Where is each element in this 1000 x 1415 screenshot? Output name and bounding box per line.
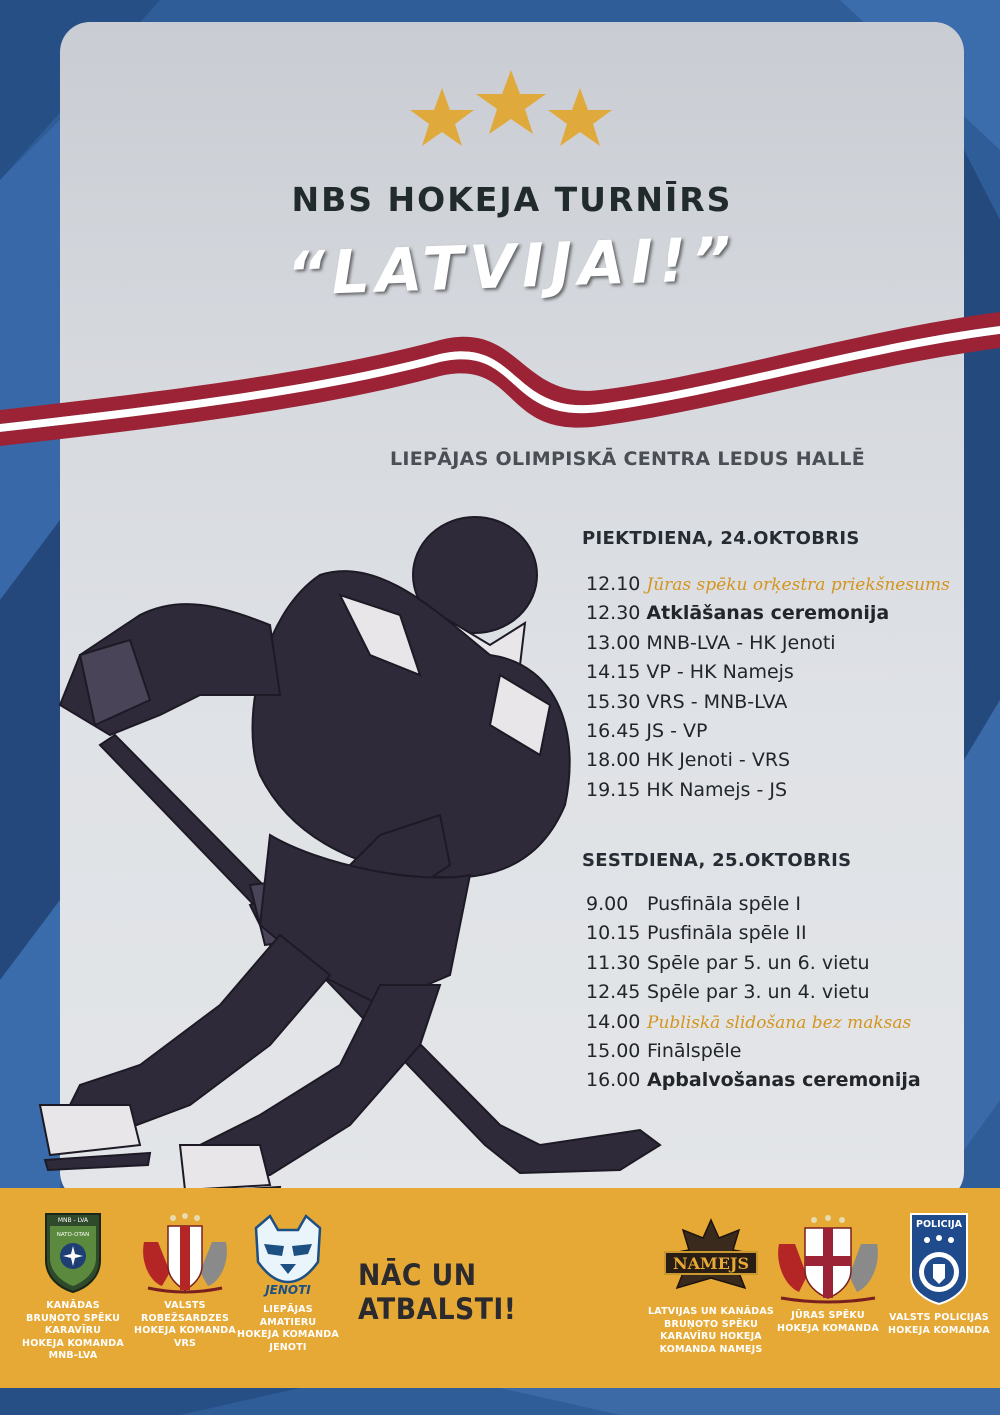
schedule-item: 15.30 VRS - MNB-LVA xyxy=(586,690,788,713)
team-caption: LIEPĀJAS AMATIERU HOKEJA KOMANDA JENOTI xyxy=(237,1304,339,1353)
schedule-item: 15.00 Finālspēle xyxy=(586,1039,742,1062)
vrs-coat-of-arms-icon xyxy=(140,1212,230,1294)
team-caption: VALSTS POLICIJAS HOKEJA KOMANDA xyxy=(888,1312,990,1336)
stars-icon xyxy=(400,70,622,150)
schedule-item: 16.00 Apbalvošanas ceremonija xyxy=(586,1069,921,1092)
schedule-item: 12.10 Jūras spēku orķestra priekšnesums xyxy=(586,573,950,595)
support-cta: NĀC UN ATBALSTI! xyxy=(358,1258,517,1326)
svg-text:NATO-OTAN: NATO-OTAN xyxy=(56,1232,90,1238)
schedule-item: 11.30 Spēle par 5. un 6. vietu xyxy=(586,951,870,974)
team-juras-speki xyxy=(772,1214,884,1335)
svg-text:MNB - LVA: MNB - LVA xyxy=(57,1217,89,1224)
day1-heading: PIEKTDIENA, 24.OKTOBRIS xyxy=(582,528,860,549)
team-caption: LATVIJAS UN KANĀDAS BRUŅOTO SPĒKU KARAVĪRU HOKEJA KOMANDA NAMEJS xyxy=(648,1306,774,1355)
schedule-item: 12.45 Spēle par 3. un 4. vietu xyxy=(586,981,870,1004)
schedule-item: 14.00 Publiskā slidošana bez maksas xyxy=(586,1010,912,1033)
svg-text:POLICIJA: POLICIJA xyxy=(915,1219,963,1230)
page-subtitle: “LATVIJAI!” xyxy=(285,224,739,310)
flag-ribbon xyxy=(0,300,1000,450)
day1-schedule xyxy=(586,570,986,805)
page-title: NBS HOKEJA TURNĪRS xyxy=(291,180,733,219)
hockey-player-illustration xyxy=(20,505,670,1205)
day2-heading: SESTDIENA, 25.OKTOBRIS xyxy=(582,850,852,871)
mnb-lva-logo-icon xyxy=(42,1210,104,1294)
schedule-item: 18.00 HK Jenoti - VRS xyxy=(586,749,791,772)
schedule-item: 9.00 Pusfināla spēle I xyxy=(586,893,801,915)
schedule-item: 13.00 MNB-LVA - HK Jenoti xyxy=(586,631,836,654)
team-jenoti xyxy=(236,1210,340,1354)
schedule-item: 19.15 HK Namejs - JS xyxy=(586,778,788,801)
jenoti-raccoon-logo-icon xyxy=(248,1210,328,1298)
schedule-item: 10.15 Pusfināla spēle II xyxy=(586,922,807,945)
team-caption: VALSTS ROBEŽSARDZES HOKEJA KOMANDA VRS xyxy=(134,1300,236,1349)
team-policija xyxy=(884,1210,994,1337)
schedule-item: 12.30 Atklāšanas ceremonija xyxy=(586,602,890,625)
team-caption: JŪRAS SPĒKU HOKEJA KOMANDA xyxy=(777,1310,879,1334)
policija-badge-icon xyxy=(907,1210,971,1306)
schedule-item: 16.45 JS - VP xyxy=(586,719,708,742)
svg-text:NAMEJS: NAMEJS xyxy=(672,1254,750,1273)
team-caption: KANĀDAS BRUŅOTO SPĒKU KARAVĪRU HOKEJA KOMANDA MNB-LVA xyxy=(22,1300,124,1361)
team-vrs xyxy=(130,1212,240,1350)
svg-text:JENOTI: JENOTI xyxy=(265,1283,311,1297)
juras-speki-coat-of-arms-icon xyxy=(773,1214,883,1304)
team-mnb-lva xyxy=(18,1210,128,1363)
team-namejs xyxy=(644,1216,778,1356)
day2-schedule xyxy=(586,890,986,1096)
venue-label: LIEPĀJAS OLIMPISKĀ CENTRA LEDUS HALLĒ xyxy=(390,448,866,470)
schedule-item: 14.15 VP - HK Namejs xyxy=(586,661,794,684)
namejs-logo-icon xyxy=(659,1216,763,1300)
